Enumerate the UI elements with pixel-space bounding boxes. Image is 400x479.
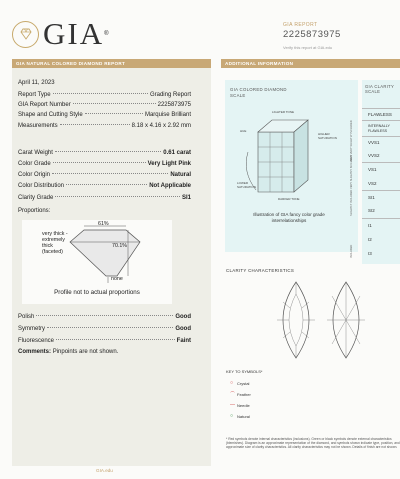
table-percent: 61% xyxy=(98,221,109,227)
clarity-characteristics-heading: CLARITY CHARACTERISTICS xyxy=(226,268,295,273)
verify-link[interactable]: Verify this report at GIA.edu xyxy=(283,45,333,50)
clarity-scale-heading: GIA CLARITY SCALE xyxy=(365,84,395,95)
report-number: 2225873975 xyxy=(283,29,341,40)
report-date: April 11, 2023 xyxy=(18,80,55,86)
row-carat: Carat Weight 0.61 carat xyxy=(18,150,191,156)
clarity-grade-i2: I2 xyxy=(368,237,372,242)
natural-symbol-icon: ○ xyxy=(230,413,234,419)
row-color-distribution: Color Distribution Not Applicable xyxy=(18,183,191,189)
crown-plot-icon xyxy=(277,282,315,358)
girdle-description: very thick - extremely thick (faceted) xyxy=(42,231,68,255)
footer-link[interactable]: GIA.edu xyxy=(96,468,113,473)
clarity-grade-si2: SI2 xyxy=(368,208,375,213)
row-shape: Shape and Cutting Style Marquise Brilliant xyxy=(18,112,191,118)
pavilion-plot-icon xyxy=(327,282,365,358)
right-section-band: ADDITIONAL INFORMATION xyxy=(221,59,400,68)
clarity-plot-diagram xyxy=(268,280,388,360)
label-higher-saturation: HIGHER SATURATION xyxy=(318,132,337,140)
report-heading: GIA REPORT xyxy=(283,22,318,28)
clarity-grade-if: INTERNALLY FLAWLESS xyxy=(368,124,390,133)
clarity-grade-i3: I3 xyxy=(368,251,372,256)
clarity-grade-si1: SI1 xyxy=(368,195,375,200)
key-natural: ○ Natural xyxy=(230,413,250,419)
row-polish: Polish Good xyxy=(18,314,191,320)
profile-note: Profile not to actual proportions xyxy=(54,289,140,296)
culet-description: none xyxy=(111,276,123,282)
color-scale-caption: Illustration of GIA fancy color grade interrelationships xyxy=(253,212,325,223)
clarity-grade-i1: I1 xyxy=(368,223,372,228)
clarity-group-vs: VERY SLIGHTLY INCLUDED xyxy=(350,155,353,189)
gia-logo: GIA ® xyxy=(12,16,109,52)
row-report-number: GIA Report Number 2225873975 xyxy=(18,102,191,108)
clarity-group-i: INCLUDED xyxy=(350,244,353,258)
clarity-grade-vs2: VS2 xyxy=(368,181,377,186)
label-hue: HUE xyxy=(240,129,247,133)
clarity-group-vvs: VERY VERY SLIGHTLY INCLUDED xyxy=(350,120,353,162)
feather-symbol-icon: ⌒ xyxy=(230,392,236,398)
clarity-grade-vvs1: VVS1 xyxy=(368,140,380,145)
comments: Comments: Pinpoints are not shown. xyxy=(18,349,119,355)
label-lighter-tone: LIGHTER TONE xyxy=(272,110,295,114)
label-lower-saturation: LOWER SATURATION xyxy=(237,181,256,189)
symbols-footnote: * Red symbols denote internal characteristics (inclusions). Green or black symbols denote external characteristics (blemishes). Diagram is an approximate representation of the diamond, and symbols shown indicate type, position, and approximate size of clarity characteristics. All clarity characteristics may not be shown. Details of finish are not shown. xyxy=(226,437,400,450)
row-fluorescence: Fluorescence Faint xyxy=(18,338,191,344)
row-color-grade: Color Grade Very Light Pink xyxy=(18,161,191,167)
row-symmetry: Symmetry Good xyxy=(18,326,191,332)
clarity-grade-vvs2: VVS2 xyxy=(368,153,380,158)
proportions-label: Proportions: xyxy=(18,208,51,214)
crystal-symbol-icon: ○ xyxy=(230,380,234,386)
key-heading: KEY TO SYMBOLS* xyxy=(226,369,263,374)
key-feather: ⌒ Feather xyxy=(230,392,251,398)
row-report-type: Report Type Grading Report xyxy=(18,92,191,98)
gia-seal-icon xyxy=(12,21,39,48)
proportions-diagram xyxy=(22,220,172,304)
depth-percent: 70.1% xyxy=(112,243,128,249)
clarity-grade-fl: FLAWLESS xyxy=(368,112,392,117)
clarity-group-si: SLIGHTLY INCLUDED xyxy=(350,189,353,216)
key-crystal: ○ Crystal xyxy=(230,380,250,386)
gia-wordmark: GIA xyxy=(43,16,105,51)
row-measurements: Measurements 8.18 x 4.16 x 2.92 mm xyxy=(18,123,191,129)
color-scale-heading: GIA COLORED DIAMOND SCALE xyxy=(230,87,287,98)
needle-symbol-icon: — xyxy=(230,402,235,408)
row-color-origin: Color Origin Natural xyxy=(18,172,191,178)
clarity-grade-vs1: VS1 xyxy=(368,167,377,172)
left-section-band: GIA NATURAL COLORED DIAMOND REPORT xyxy=(12,59,211,68)
row-clarity: Clarity Grade SI1 xyxy=(18,195,191,201)
key-needle: — Needle xyxy=(230,402,250,408)
label-darker-tone: DARKER TONE xyxy=(278,197,300,201)
